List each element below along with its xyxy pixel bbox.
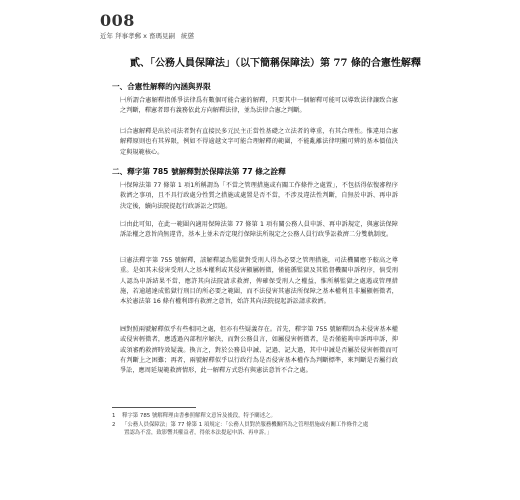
section1-paragraph-2: ㈡合憲解釋是出於司法者對有直接民多元民主正當性基礎之立法者的尊重，有其合理性。惟違用合憲解釋原則也有其界限，例如不得逾越文字可能合理解釋的範圍，不能亂離法律明顯可辨的基本價值決定與規範核心。 <box>120 128 398 156</box>
footnote-divider <box>112 407 196 408</box>
running-subtitle <box>100 31 194 40</box>
section2-paragraph-1: ㈠保障法第 77 條第 1 項1所稱謂為「不當之管理措施或有關工作條件之處置」，不包括得依復審程序救濟之事項，且不具行政處分性質之措施或處置是否不當，不涉及違法性判斷，自無於申訴、再申訴決定後，續向法院提起行政訴訟之問題。 <box>120 182 398 210</box>
running-subtitle-left: 近年 拜事孝郵 x 畜瑪見嗣 <box>100 32 176 40</box>
section2-paragraph-2: ㈡由此可知，在此一範圍內適用保障法第 77 條第 1 項有關公務人員申訴、再申訴規定，與憲法保障訴訟權之意旨尚無違背，基本上並未否定現行保障法所規定之公務人員行政爭訟救濟二分雙軌制度。 <box>120 221 398 239</box>
running-head <box>100 12 194 40</box>
section1-paragraph-1: ㈠所謂合憲解釋指係爭法律爲有數個可能合憲的解釋，只要其中一個解釋可能可以導致法律讓致合憲之判斷，釋憲者即有義務依此方向解釋法律，並為法律合憲之判斷。 <box>120 97 398 115</box>
section-heading-2: 二、釋字第 785 號解釋對於保障法第 77 條之詮釋 <box>112 167 286 176</box>
page-number: 008 <box>100 11 135 30</box>
footnote-2-continued: 置認為不當，致影響其權益者，得依本法提起申訴、再申訴。」 <box>124 430 273 436</box>
footnote-1 <box>112 412 412 420</box>
section2-paragraph-4: ㈣對照兩號解釋似乎有些相同之處，但亦有些疑義存在。首先，釋字第 755 號解釋因為未侵害基本權或侵害輕微者，應透過內部程序解決，而對公務員言，如屬侵害輕微者，是否僅能夠申訴再申訴，抑或須審酌救濟時效疑義。換言之，對於公務員申誡、記過、記大過，其中申誡是否屬於侵害輕微而可有判斷上之困難；再者，兩號解釋似乎以行政行為是否侵害基本權作為判斷標準，來判斷是否屬行政爭訟，應周延規範救濟情形，此一解釋方式恐有與憲法意旨不合之處。 <box>120 326 398 375</box>
footnote-1-number: 1 <box>112 413 116 419</box>
section2-paragraph-3: ㈢憲法釋字第 755 號解釋，該解釋認為監獄對受刑人得為必要之管理措施，司法機關應予較高之尊重。是如其未侵害受刑人之基本權利或其侵害顯屬輕微，僅能循監獄及其監督機關申訴程序，倘受刑人認為申訴結果不當，應許其向法院請求救濟，俾確保受刑人之權益，惟所稱監獄之處遇或管理措施，若逾越達成監獄行刑目的所必要之範圍，而不法侵害其憲法所保障之基本權利且非屬顯輕微者，本於憲法第 16 條有權利即有救濟之意旨，始許其向法院提起訴訟請求救濟。 <box>120 257 398 306</box>
footnote-1-text: 釋字第 785 號解釋理由書參照解釋文意旨及後段，特予闡述之。 <box>122 413 276 419</box>
main-heading: 貳、「公務人員保障法」（以下簡稱保障法）第 77 條的合憲性解釋 <box>130 58 421 69</box>
section-heading-1: 一、合憲性解釋的內涵與界限 <box>112 82 211 91</box>
footnote-2 <box>112 421 412 429</box>
footnote-2-text: 「公務人員保障法」第 77 條第 1 項規定：「公務人員對於服務機關所為之管理措施或有關工作條件之處 <box>122 422 369 428</box>
footnote-2-number: 2 <box>112 422 116 428</box>
running-subtitle-right: 統懲 <box>181 32 195 40</box>
